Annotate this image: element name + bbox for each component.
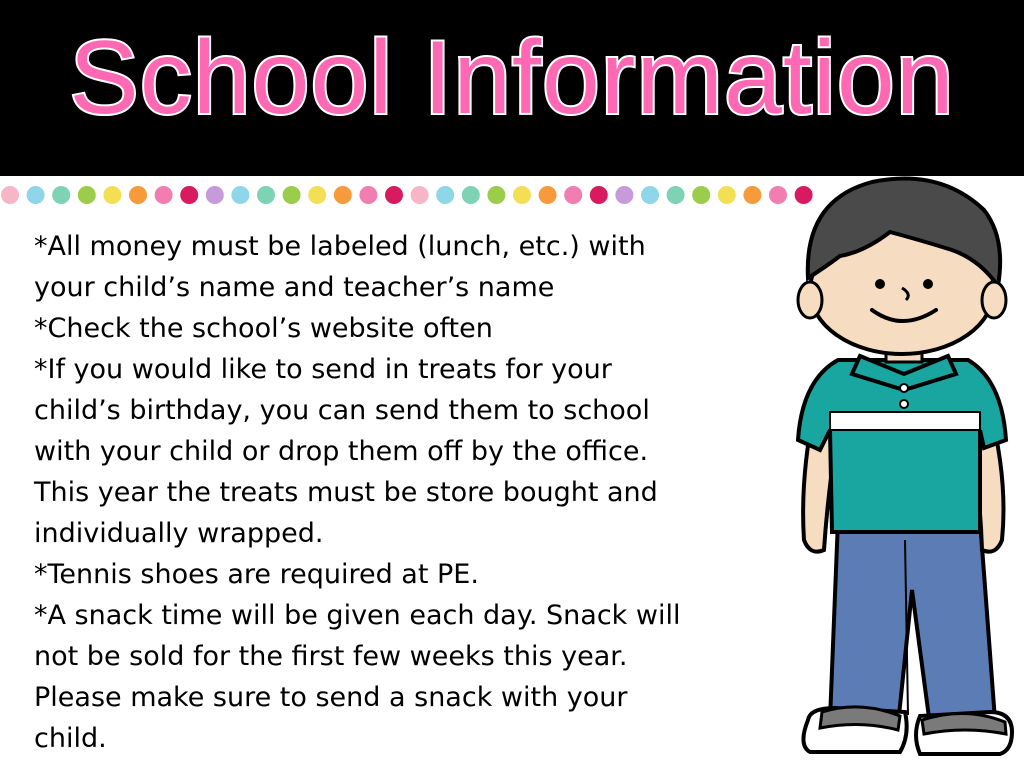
boy-clipart-icon: [780, 160, 1024, 768]
border-dot: [103, 186, 121, 204]
border-dot: [1, 186, 19, 204]
border-dot: [462, 186, 480, 204]
border-dot: [78, 186, 96, 204]
border-dot: [411, 186, 429, 204]
border-dot: [667, 186, 685, 204]
border-dot: [155, 186, 173, 204]
slide-title: School Information: [69, 20, 955, 136]
bullet-website: *Check the school’s website often: [34, 313, 493, 344]
border-dot: [513, 186, 531, 204]
border-dot: [564, 186, 582, 204]
bullet-money: *All money must be labeled (lunch, etc.) with your child’s name and teacher’s name: [34, 231, 646, 303]
border-dot: [359, 186, 377, 204]
bullet-snack: *A snack time will be given each day. Snack will not be sold for the first few weeks this year. Please make sure to send a snack with your child.: [34, 600, 681, 754]
border-dot: [129, 186, 147, 204]
border-dot: [385, 186, 403, 204]
border-dot: [308, 186, 326, 204]
border-dot: [615, 186, 633, 204]
border-dot: [206, 186, 224, 204]
border-dot: [590, 186, 608, 204]
border-dot: [283, 186, 301, 204]
border-dot: [743, 186, 761, 204]
border-dot: [539, 186, 557, 204]
border-dot: [718, 186, 736, 204]
border-dot: [334, 186, 352, 204]
bullet-tennis-shoes: *Tennis shoes are required at PE.: [34, 559, 479, 590]
border-dot: [692, 186, 710, 204]
slide-body: [34, 226, 684, 759]
border-dot: [52, 186, 70, 204]
border-dot: [641, 186, 659, 204]
border-dot: [180, 186, 198, 204]
border-dot: [27, 186, 45, 204]
border-dot: [436, 186, 454, 204]
bullet-treats: *If you would like to send in treats for your child’s birthday, you can send them to school with your child or drop them off by the office. This year the treats must be store bought and individually wrapped.: [34, 354, 658, 549]
border-dot: [257, 186, 275, 204]
title-banner: [0, 0, 1024, 176]
border-dot: [231, 186, 249, 204]
border-dot: [487, 186, 505, 204]
